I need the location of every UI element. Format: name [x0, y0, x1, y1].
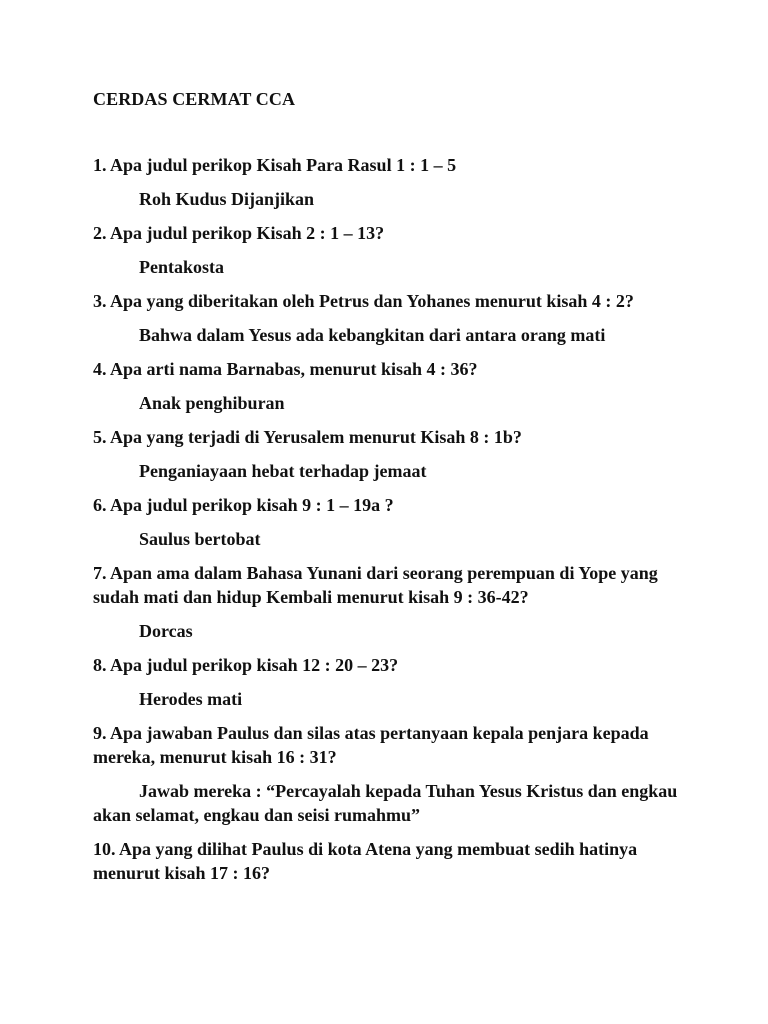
qa-item-7 [93, 561, 683, 643]
question-2: 2. Apa judul perikop Kisah 2 : 1 – 13? [93, 223, 385, 243]
question-1: 1. Apa judul perikop Kisah Para Rasul 1 : 1 – 5 [93, 155, 457, 175]
answer-8: Herodes mati [139, 689, 243, 709]
answer-1: Roh Kudus Dijanjikan [139, 189, 315, 209]
answer-9: Jawab mereka : “Percayalah kepada Tuhan Yesus Kristus dan engkau akan selamat, engkau dan seisi rumahmu” [93, 781, 678, 825]
document-page [93, 87, 683, 895]
question-8: 8. Apa judul perikop kisah 12 : 20 – 23? [93, 655, 399, 675]
qa-item-6 [93, 493, 683, 551]
question-4: 4. Apa arti nama Barnabas, menurut kisah 4 : 36? [93, 359, 478, 379]
question-6: 6. Apa judul perikop kisah 9 : 1 – 19a ? [93, 495, 394, 515]
qa-item-2 [93, 221, 683, 279]
question-3: 3. Apa yang diberitakan oleh Petrus dan Yohanes menurut kisah 4 : 2? [93, 291, 634, 311]
qa-item-9 [93, 721, 683, 827]
answer-2: Pentakosta [139, 257, 224, 277]
question-10: 10. Apa yang dilihat Paulus di kota Atena yang membuat sedih hatinya menurut kisah 17 : 16? [93, 839, 638, 883]
answer-4: Anak penghiburan [139, 393, 285, 413]
qa-item-1 [93, 153, 683, 211]
question-9: 9. Apa jawaban Paulus dan silas atas pertanyaan kepala penjara kepada mereka, menurut kisah 16 : 31? [93, 723, 649, 767]
answer-7: Dorcas [139, 621, 193, 641]
answer-5: Penganiayaan hebat terhadap jemaat [139, 461, 427, 481]
qa-item-3 [93, 289, 683, 347]
qa-item-10 [93, 837, 683, 885]
qa-item-4 [93, 357, 683, 415]
document-title: CERDAS CERMAT CCA [93, 89, 296, 109]
qa-item-5 [93, 425, 683, 483]
question-7: 7. Apan ama dalam Bahasa Yunani dari seorang perempuan di Yope yang sudah mati dan hidup Kembali menurut kisah 9 : 36-42? [93, 563, 658, 607]
question-5: 5. Apa yang terjadi di Yerusalem menurut Kisah 8 : 1b? [93, 427, 522, 447]
answer-6: Saulus bertobat [139, 529, 261, 549]
qa-item-8 [93, 653, 683, 711]
answer-3: Bahwa dalam Yesus ada kebangkitan dari antara orang mati [139, 325, 606, 345]
